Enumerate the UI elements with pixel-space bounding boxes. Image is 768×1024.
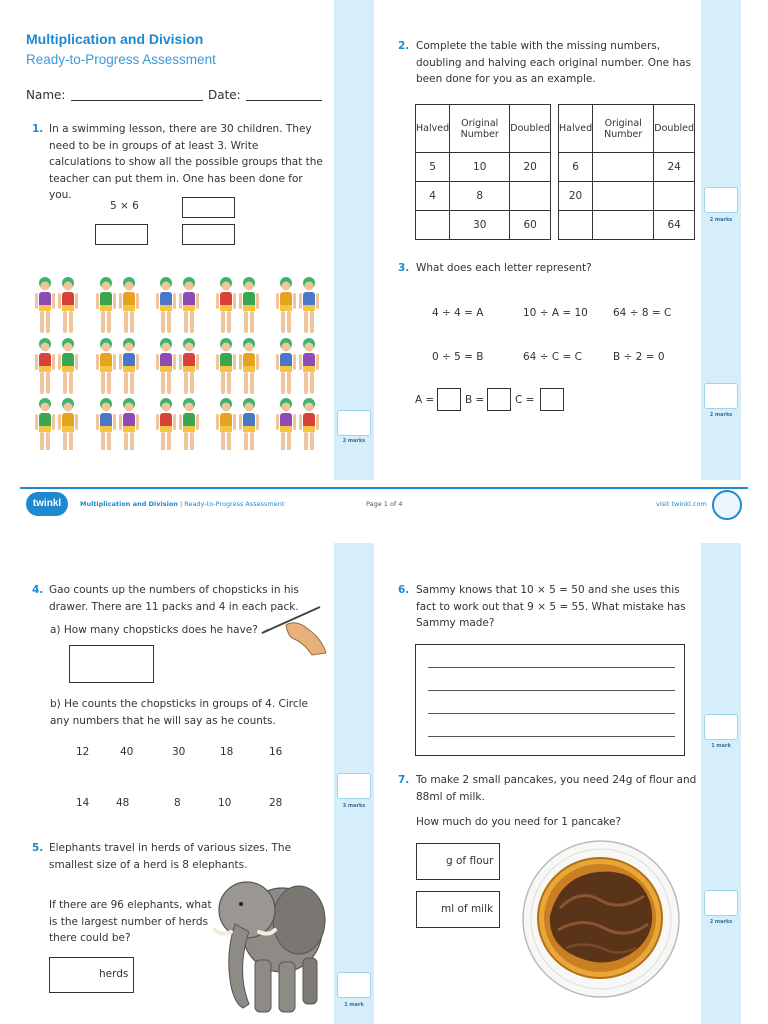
q6-writing-line xyxy=(428,713,675,714)
footer-title-rest: | Ready-to-Progress Assessment xyxy=(177,500,285,508)
q4-number: 4. xyxy=(32,584,44,596)
swimmer-figure xyxy=(119,338,139,394)
swimmer-figure xyxy=(239,338,259,394)
marks-box-q6[interactable] xyxy=(704,714,738,740)
swimmer-figure xyxy=(119,277,139,333)
pancake-illustration xyxy=(520,838,682,1000)
q2-right-header-original: Original Number xyxy=(593,105,654,153)
q4-number-option[interactable]: 10 xyxy=(218,797,232,809)
swimmer-figure xyxy=(179,338,199,394)
q6-number: 6. xyxy=(398,584,410,596)
page-title: Multiplication and Division xyxy=(26,31,204,47)
twinkl-logo: twinkl xyxy=(26,492,68,516)
q2-right-header-doubled: Doubled xyxy=(654,105,695,153)
swimmer-figure xyxy=(299,338,319,394)
q2-right-cell-blank[interactable] xyxy=(593,182,654,211)
swimmer-illustration xyxy=(30,270,330,450)
q2-table-left xyxy=(415,104,551,240)
q2-left-cell-blank[interactable] xyxy=(416,211,450,240)
swimmer-figure xyxy=(216,277,236,333)
q3-answer-a-box[interactable] xyxy=(437,388,461,411)
q2-right-cell-blank[interactable] xyxy=(654,182,695,211)
marks-box-q7[interactable] xyxy=(704,890,738,916)
q4-number-option[interactable]: 12 xyxy=(76,746,90,758)
q3-equation: 4 ÷ 4 = A xyxy=(432,307,484,319)
q2-right-cell: 24 xyxy=(654,153,695,182)
marks-box-q5[interactable] xyxy=(337,972,371,998)
q4-number-option[interactable]: 14 xyxy=(76,797,90,809)
q2-table-right xyxy=(558,104,695,240)
q3-equation: 10 ÷ A = 10 xyxy=(523,307,588,319)
footer-title xyxy=(80,500,284,508)
swimmer-figure xyxy=(276,277,296,333)
swimmer-figure xyxy=(96,277,116,333)
marks-strip-left-top xyxy=(334,0,374,480)
swimmer-figure xyxy=(58,277,78,333)
marks-label-q4: 3 marks xyxy=(342,803,366,809)
q3-equation: 0 ÷ 5 = B xyxy=(432,351,484,363)
q7-number: 7. xyxy=(398,774,410,786)
q2-left-cell-blank[interactable] xyxy=(510,182,551,211)
q7-text-2: How much do you need for 1 pancake? xyxy=(416,816,622,828)
swimmer-figure xyxy=(156,338,176,394)
q7-text: To make 2 small pancakes, you need 24g of flour and 88ml of milk. xyxy=(416,774,697,803)
q4-number-option[interactable]: 8 xyxy=(174,797,181,809)
q4-number-option[interactable]: 30 xyxy=(172,746,186,758)
q4-answer-a-box[interactable] xyxy=(69,645,154,683)
q5-text: Elephants travel in herds of various sizes. The smallest size of a herd is 8 elephants. xyxy=(49,842,292,871)
q3-answer-c-label: C = xyxy=(515,394,535,406)
marks-box-q2[interactable] xyxy=(704,187,738,213)
swimmer-figure xyxy=(239,398,259,450)
swimmer-figure xyxy=(96,398,116,450)
q2-right-cell: 64 xyxy=(654,211,695,240)
q2-left-header-halved: Halved xyxy=(416,105,450,153)
swimmer-figure xyxy=(276,398,296,450)
swimmer-figure xyxy=(156,398,176,450)
hand-writing-illustration xyxy=(258,603,330,658)
q4-number-option[interactable]: 16 xyxy=(269,746,283,758)
q2-right-cell: 20 xyxy=(559,182,593,211)
q4-number-option[interactable]: 28 xyxy=(269,797,283,809)
marks-label-q6: 1 mark xyxy=(711,743,731,749)
swimmer-figure xyxy=(179,277,199,333)
footer-title-bold: Multiplication and Division xyxy=(80,500,178,508)
q1-text: In a swimming lesson, there are 30 children. They need to be in groups of at least 3. Write calculations to show all the possible groups that the teacher can put them in. One has been done for you. xyxy=(49,123,323,201)
swimmer-figure xyxy=(216,338,236,394)
q2-left-cell: 30 xyxy=(450,211,510,240)
marks-box-q4[interactable] xyxy=(337,773,371,799)
page-subtitle: Ready-to-Progress Assessment xyxy=(26,52,216,67)
swimmer-figure xyxy=(299,277,319,333)
q4-part-a: a) How many chopsticks does he have? xyxy=(50,624,258,636)
q3-equation: B ÷ 2 = 0 xyxy=(613,351,665,363)
q6-answer-box[interactable] xyxy=(415,644,685,756)
q1-example: 5 × 6 xyxy=(110,200,139,212)
swimmer-figure xyxy=(58,398,78,450)
footer-page-number: Page 1 of 4 xyxy=(366,500,403,508)
swimmer-figure xyxy=(179,398,199,450)
q3-answer-b-box[interactable] xyxy=(487,388,511,411)
date-field[interactable] xyxy=(246,100,322,101)
swimmer-figure xyxy=(156,277,176,333)
q6-text: Sammy knows that 10 × 5 = 50 and she uses this fact to work out that 9 × 5 = 55. What mistake has Sammy made? xyxy=(416,584,686,629)
marks-label-q2: 2 marks xyxy=(709,217,733,223)
q5-number: 5. xyxy=(32,842,44,854)
q2-right-header-halved: Halved xyxy=(559,105,593,153)
q2-right-cell: 6 xyxy=(559,153,593,182)
q2-right-cell-blank[interactable] xyxy=(593,153,654,182)
q2-number: 2. xyxy=(398,40,410,52)
q1-answer-box-2[interactable] xyxy=(95,224,148,245)
q2-right-cell-blank[interactable] xyxy=(593,211,654,240)
name-field[interactable] xyxy=(71,100,203,101)
marks-box-q1[interactable] xyxy=(337,410,371,436)
swimmer-figure xyxy=(35,338,55,394)
q2-left-cell: 4 xyxy=(416,182,450,211)
q2-left-cell: 20 xyxy=(510,153,551,182)
swimmer-figure xyxy=(35,277,55,333)
q4-number-option[interactable]: 48 xyxy=(116,797,130,809)
q3-answer-a-label: A = xyxy=(415,394,435,406)
marks-label-q3: 2 marks xyxy=(709,412,733,418)
marks-label-q7: 2 marks xyxy=(709,919,733,925)
q1-number: 1. xyxy=(32,123,44,135)
q2-left-header-original: Original Number xyxy=(450,105,510,153)
q4-text: Gao counts up the numbers of chopsticks in his drawer. There are 11 packs and 4 in each pack. xyxy=(49,584,299,613)
q3-answer-b-label: B = xyxy=(465,394,485,406)
q5-unit: herds xyxy=(99,968,129,980)
q6-writing-line xyxy=(428,690,675,691)
q7-flour-unit: g of flour xyxy=(446,855,494,867)
q7-milk-unit: ml of milk xyxy=(441,903,494,915)
marks-strip-right-bottom xyxy=(701,543,741,1024)
q3-text: What does each letter represent? xyxy=(416,262,592,274)
q2-right-cell-blank[interactable] xyxy=(559,211,593,240)
swimmer-figure xyxy=(35,398,55,450)
q2-left-cell: 8 xyxy=(450,182,510,211)
q5-text-2: If there are 96 elephants, what is the largest number of herds there could be? xyxy=(49,899,212,944)
twinkl-badge-icon xyxy=(712,490,742,520)
swimmer-figure xyxy=(58,338,78,394)
marks-box-q3[interactable] xyxy=(704,383,738,409)
marks-label-q1: 2 marks xyxy=(342,438,366,444)
q1-answer-box-3[interactable] xyxy=(182,224,235,245)
q2-left-cell: 10 xyxy=(450,153,510,182)
q6-writing-line xyxy=(428,736,675,737)
q4-number-option[interactable]: 18 xyxy=(220,746,234,758)
q2-text: Complete the table with the missing numbers, doubling and halving each original number. One has been done for you as an example. xyxy=(416,40,691,85)
q2-left-cell: 5 xyxy=(416,153,450,182)
q3-equation: 64 ÷ 8 = C xyxy=(613,307,672,319)
q1-answer-box-1[interactable] xyxy=(182,197,235,218)
q3-answer-c-box[interactable] xyxy=(540,388,564,411)
q6-writing-line xyxy=(428,667,675,668)
swimmer-figure xyxy=(239,277,259,333)
swimmer-figure xyxy=(119,398,139,450)
swimmer-figure xyxy=(276,338,296,394)
footer-visit-link[interactable]: visit twinkl.com xyxy=(656,500,707,508)
footer-divider xyxy=(20,487,748,489)
date-label: Date: xyxy=(208,88,241,102)
name-label: Name: xyxy=(26,88,66,102)
q2-left-header-doubled: Doubled xyxy=(510,105,551,153)
q3-equation: 64 ÷ C = C xyxy=(523,351,582,363)
swimmer-figure xyxy=(96,338,116,394)
swimmer-figure xyxy=(299,398,319,450)
q4-part-b: b) He counts the chopsticks in groups of 4. Circle any numbers that he will say as he counts. xyxy=(50,698,308,727)
q2-left-cell: 60 xyxy=(510,211,551,240)
q4-number-option[interactable]: 40 xyxy=(120,746,134,758)
swimmer-figure xyxy=(216,398,236,450)
q3-number: 3. xyxy=(398,262,410,274)
elephant-illustration xyxy=(207,862,332,1020)
marks-label-q5: 1 mark xyxy=(344,1002,364,1008)
